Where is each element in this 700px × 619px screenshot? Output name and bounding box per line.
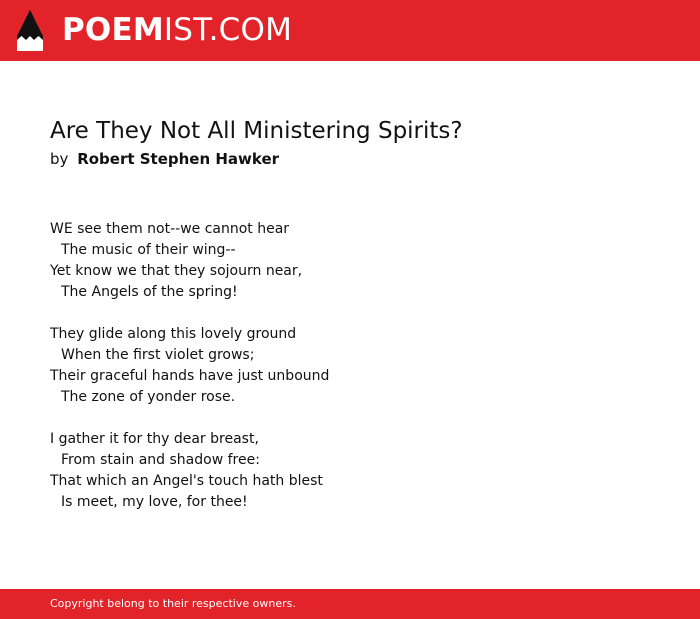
logo-text-light: IST.COM — [163, 12, 293, 48]
poem-line: The Angels of the spring! — [61, 284, 238, 300]
site-logo[interactable] — [62, 10, 292, 50]
by-label: by — [50, 150, 69, 168]
site-footer — [0, 589, 700, 619]
logo-text-bold: POEM — [62, 12, 164, 48]
copyright-text: Copyright belong to their respective owners. — [50, 597, 296, 610]
poem-line: Yet know we that they sojourn near, — [50, 263, 303, 279]
poem-line: They glide along this lovely ground — [50, 326, 297, 342]
poem-line: That which an Angel's touch hath blest — [50, 473, 323, 489]
poem-line: The zone of yonder rose. — [61, 389, 236, 405]
poem-body — [50, 219, 329, 534]
poem-line: WE see them not--we cannot hear — [50, 221, 290, 237]
stanza — [50, 324, 329, 408]
stanza — [50, 429, 329, 513]
poem-line: Is meet, my love, for thee! — [61, 494, 248, 510]
author-name: Robert Stephen Hawker — [77, 150, 280, 168]
poem-line: I gather it for thy dear breast, — [50, 431, 259, 447]
poem-title: Are They Not All Ministering Spirits? — [50, 118, 463, 144]
pencil-tip-icon — [16, 9, 44, 52]
site-header — [0, 0, 700, 61]
poem-line: From stain and shadow free: — [61, 452, 260, 468]
poem-line: When the first violet grows; — [61, 347, 255, 363]
byline — [50, 148, 279, 170]
poem-line: Their graceful hands have just unbound — [50, 368, 330, 384]
poem-line: The music of their wing-- — [61, 242, 236, 258]
stanza — [50, 219, 329, 303]
